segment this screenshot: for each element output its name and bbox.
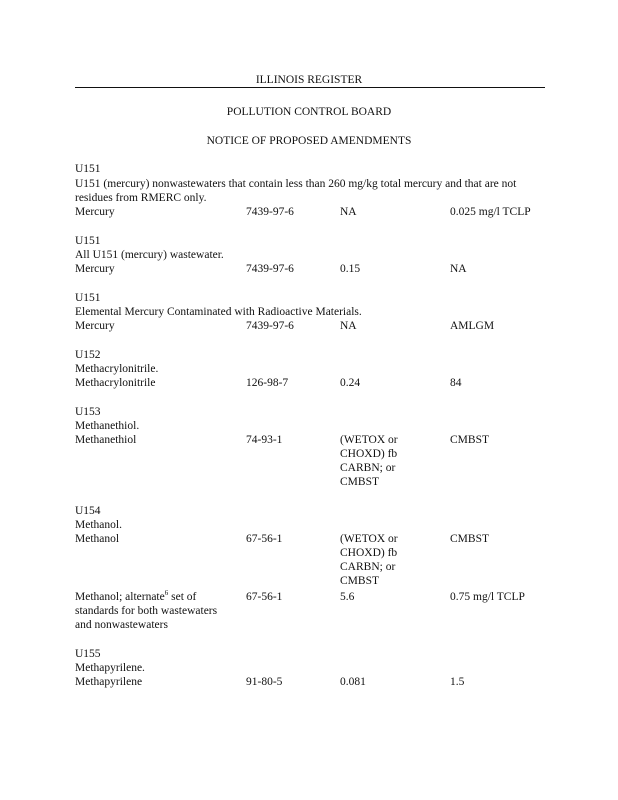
- waste-description: Methacrylonitrile.: [75, 363, 159, 375]
- wastewater-standard: CHOXD) fb: [340, 448, 398, 460]
- nonwastewater-standard: NA: [450, 263, 467, 275]
- alternate-constituent-text: Methanol; alternate: [75, 591, 165, 603]
- notice-title: NOTICE OF PROPOSED AMENDMENTS: [206, 135, 412, 147]
- register-title: ILLINOIS REGISTER: [255, 74, 363, 86]
- cas-number: 7439-97-6: [246, 206, 294, 218]
- constituent-name: Mercury: [75, 206, 115, 218]
- alternate-constituent-name: [75, 590, 196, 604]
- nonwastewater-standard: AMLGM: [450, 320, 495, 332]
- constituent-name: Mercury: [75, 263, 115, 275]
- waste-code: U153: [75, 406, 101, 418]
- nonwastewater-standard: CMBST: [450, 533, 489, 545]
- wastewater-standard: 0.081: [340, 676, 366, 688]
- waste-code: U151: [75, 235, 101, 247]
- alternate-constituent-name: standards for both wastewaters: [75, 605, 218, 617]
- nonwastewater-standard: CMBST: [450, 434, 489, 446]
- waste-description: Methanol.: [75, 519, 122, 531]
- waste-description: residues from RMERC only.: [75, 192, 207, 204]
- constituent-name: Mercury: [75, 320, 115, 332]
- waste-code: U152: [75, 349, 101, 361]
- cas-number: 126-98-7: [246, 377, 289, 389]
- waste-code: U154: [75, 505, 101, 517]
- waste-description: U151 (mercury) nonwastewaters that contain less than 260 mg/kg total mercury and that are not: [75, 178, 517, 190]
- wastewater-standard: (WETOX or: [340, 434, 398, 446]
- waste-description: Methapyrilene.: [75, 662, 145, 674]
- nonwastewater-standard: 84: [450, 377, 462, 389]
- wastewater-standard: NA: [340, 206, 357, 218]
- alternate-constituent-text: set of: [168, 591, 197, 603]
- cas-number: 7439-97-6: [246, 263, 294, 275]
- header-rule: [75, 87, 545, 88]
- wastewater-standard: 5.6: [340, 591, 355, 603]
- wastewater-standard: CARBN; or: [340, 561, 396, 573]
- footnote-marker: 6: [164, 589, 169, 598]
- waste-code: U151: [75, 163, 101, 175]
- wastewater-standard: 0.15: [340, 263, 361, 275]
- nonwastewater-standard: 0.75 mg/l TCLP: [450, 591, 525, 603]
- wastewater-standard: CHOXD) fb: [340, 547, 398, 559]
- waste-description: Elemental Mercury Contaminated with Radioactive Materials.: [75, 306, 362, 318]
- nonwastewater-standard: 1.5: [450, 676, 465, 688]
- cas-number: 7439-97-6: [246, 320, 294, 332]
- cas-number: 67-56-1: [246, 591, 283, 603]
- constituent-name: Methanethiol: [75, 434, 137, 446]
- constituent-name: Methanol: [75, 533, 120, 545]
- waste-description: Methanethiol.: [75, 420, 140, 432]
- cas-number: 91-80-5: [246, 676, 283, 688]
- wastewater-standard: 0.24: [340, 377, 361, 389]
- board-title: POLLUTION CONTROL BOARD: [226, 106, 392, 118]
- wastewater-standard: CARBN; or: [340, 462, 396, 474]
- wastewater-standard: CMBST: [340, 476, 379, 488]
- cas-number: 67-56-1: [246, 533, 283, 545]
- waste-code: U151: [75, 292, 101, 304]
- wastewater-standard: (WETOX or: [340, 533, 398, 545]
- wastewater-standard: NA: [340, 320, 357, 332]
- cas-number: 74-93-1: [246, 434, 283, 446]
- constituent-name: Methacrylonitrile: [75, 377, 156, 389]
- waste-code: U155: [75, 648, 101, 660]
- wastewater-standard: CMBST: [340, 575, 379, 587]
- waste-description: All U151 (mercury) wastewater.: [75, 249, 224, 261]
- alternate-constituent-name: and nonwastewaters: [75, 619, 168, 631]
- nonwastewater-standard: 0.025 mg/l TCLP: [450, 206, 531, 218]
- constituent-name: Methapyrilene: [75, 676, 143, 688]
